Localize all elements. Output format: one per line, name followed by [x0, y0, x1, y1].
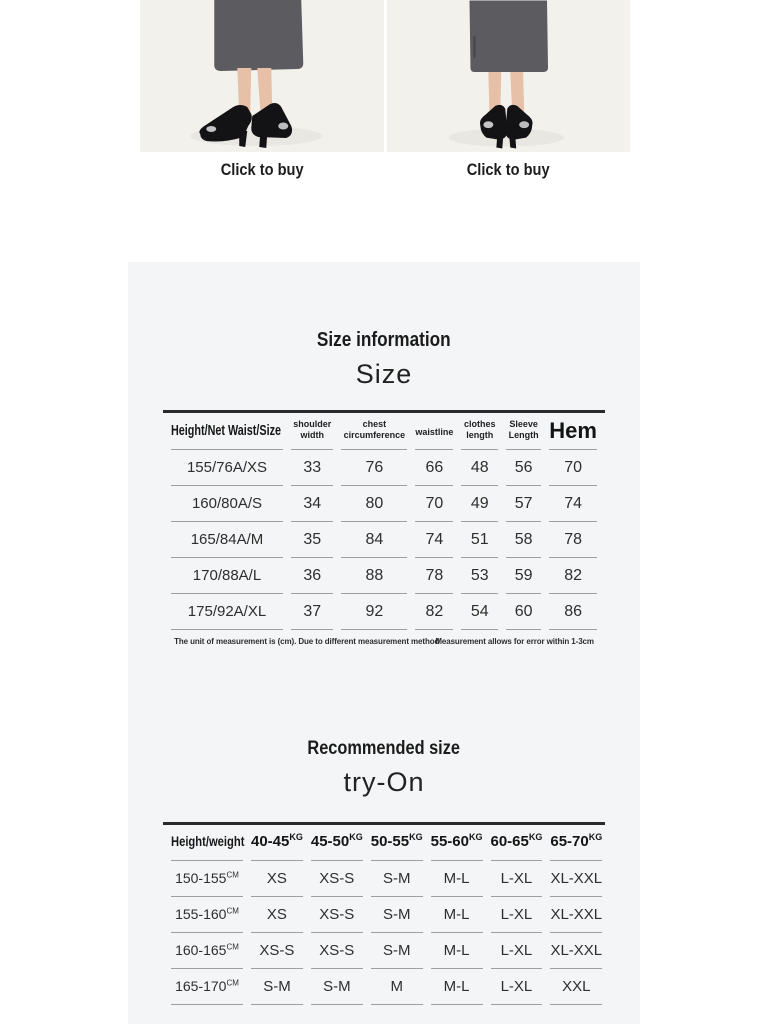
col-header-60-65kg: $60-65^{KG}$: [491, 825, 543, 861]
col-header-waistline: waistline: [415, 413, 453, 450]
size-row-l: 170/88A/L 36 88 78 53 59 82: [171, 558, 597, 594]
fit-row-150-155: $150-155^{CM}$ XS XS-S S-M M-L L-XL XL-XXL: [171, 861, 602, 897]
col-header-shoulder-width: shoulder width: [291, 413, 333, 450]
col-header-size: Height/Net Waist/Size: [171, 413, 283, 450]
measurement-note-left: The unit of measurement is (cm). Due to different measurement method: [174, 637, 440, 646]
click-to-buy-label-2: Click to buy: [466, 160, 550, 179]
measurement-note-right: Measurement allows for error within 1-3cm: [435, 637, 594, 646]
size-table-header-row: [171, 413, 597, 450]
fit-table: [163, 825, 610, 1005]
fit-row-155-160: $155-160^{CM}$ XS XS-S S-M M-L L-XL XL-XXL: [171, 897, 602, 933]
size-subheading: Size: [355, 359, 413, 389]
measurement-note: [128, 637, 640, 647]
size-row-xl: 175/92A/XL 37 92 82 54 60 86: [171, 594, 597, 630]
fit-row-160-165: $160-165^{CM}$ XS-S XS-S S-M M-L L-XL XL-XXL: [171, 933, 602, 969]
fit-row-165-170: $165-170^{CM}$ S-M S-M M M-L L-XL XXL: [171, 969, 602, 1005]
col-header-hem: Hem: [549, 413, 597, 450]
col-header-40-45kg: $40-45^{KG}$: [251, 825, 303, 861]
click-to-buy-button-2[interactable]: [387, 160, 631, 180]
fit-table-header-row: [171, 825, 602, 861]
size-info-panel: [128, 262, 640, 1024]
fit-table-wrap: [163, 822, 605, 1005]
try-on-subheading: try-On: [343, 766, 425, 797]
size-table: [163, 413, 605, 630]
product-photos-row: [140, 0, 630, 180]
size-table-wrap: [163, 410, 605, 630]
product-2: [387, 0, 631, 180]
size-row-s: 160/80A/S 34 80 70 49 57 74: [171, 486, 597, 522]
product-photo-skirt-heels-2[interactable]: [387, 0, 631, 152]
col-header-sleeve-length: Sleeve Length: [506, 413, 541, 450]
col-header-55-60kg: $55-60^{KG}$: [431, 825, 483, 861]
click-to-buy-button-1[interactable]: [140, 160, 384, 180]
col-header-65-70kg: $65-70^{KG}$: [550, 825, 602, 861]
product-photo-skirt-heels-1[interactable]: [140, 0, 384, 152]
col-header-height-weight: Height/weight: [171, 825, 243, 861]
size-information-heading: Size information: [317, 329, 451, 351]
skirt-heels-illustration-1: [140, 0, 384, 152]
size-row-xs: 155/76A/XS 33 76 66 48 56 70: [171, 450, 597, 486]
skirt-heels-illustration-2: [387, 0, 631, 152]
col-header-clothes-length: clothes length: [461, 413, 498, 450]
col-header-45-50kg: $45-50^{KG}$: [311, 825, 363, 861]
size-row-m: 165/84A/M 35 84 74 51 58 78: [171, 522, 597, 558]
product-1: [140, 0, 384, 180]
col-header-chest: chest circumference: [341, 413, 407, 450]
recommended-size-heading: Recommended size: [307, 737, 461, 759]
click-to-buy-label-1: Click to buy: [220, 160, 304, 179]
col-header-50-55kg: $50-55^{KG}$: [371, 825, 423, 861]
